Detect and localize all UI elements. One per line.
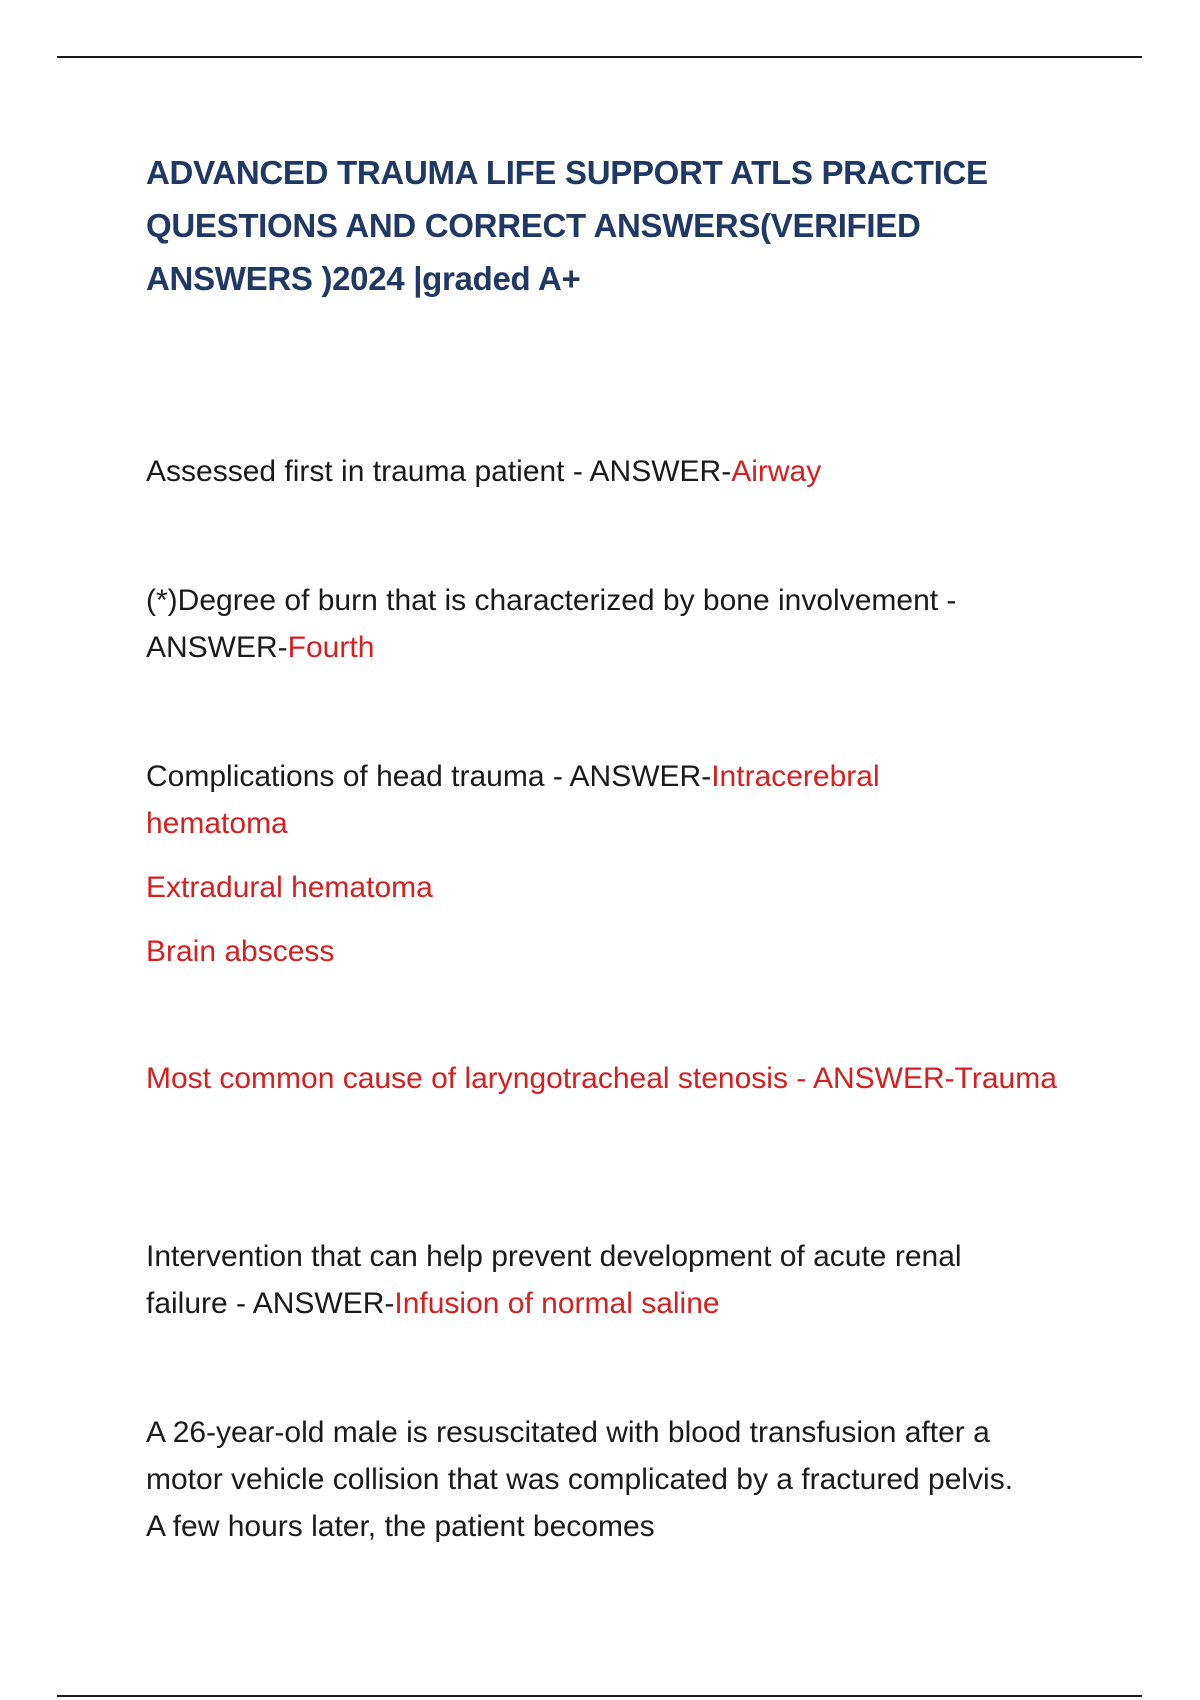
answer-text: Airway [731, 455, 822, 488]
answer-text: Infusion of normal saline [394, 1287, 720, 1320]
title-line-3: ANSWERS )2024 |graded A+ [146, 260, 581, 297]
qa-item-3 [146, 753, 966, 847]
qa-item-3-extra-1: Extradural hematoma [146, 871, 433, 904]
question-text: (*)Degree of burn that is characterized by bone involvement - ANSWER- [146, 584, 957, 664]
qa-item-2 [146, 577, 1066, 671]
answer-text: Intracerebral hematoma [146, 760, 880, 840]
qa-item-4: Most common cause of laryngotracheal stenosis - ANSWER-Trauma [146, 1062, 1057, 1095]
qa-item-5 [146, 1233, 1026, 1327]
title-line-2: QUESTIONS AND CORRECT ANSWERS(VERIFIED [146, 207, 921, 244]
document-header [146, 146, 1096, 305]
question-text: Assessed first in trauma patient - ANSWER- [146, 455, 732, 488]
document-title [146, 146, 1096, 305]
title-line-1: ADVANCED TRAUMA LIFE SUPPORT ATLS PRACTICE [146, 154, 988, 191]
qa-item-3-extra-2: Brain abscess [146, 935, 335, 968]
question-text: Complications of head trauma - ANSWER- [146, 760, 712, 793]
bottom-rule [57, 1695, 1142, 1697]
qa-item-1 [146, 448, 1076, 495]
question-text: Intervention that can help prevent development of acute renal failure - ANSWER- [146, 1240, 962, 1320]
qa-item-6: A 26-year-old male is resuscitated with blood transfusion after a motor vehicle collision that was complicated by a fractured pelvis. A few hours later, the patient becomes [146, 1416, 1014, 1543]
answer-text: Fourth [287, 631, 375, 664]
top-rule [57, 56, 1142, 58]
